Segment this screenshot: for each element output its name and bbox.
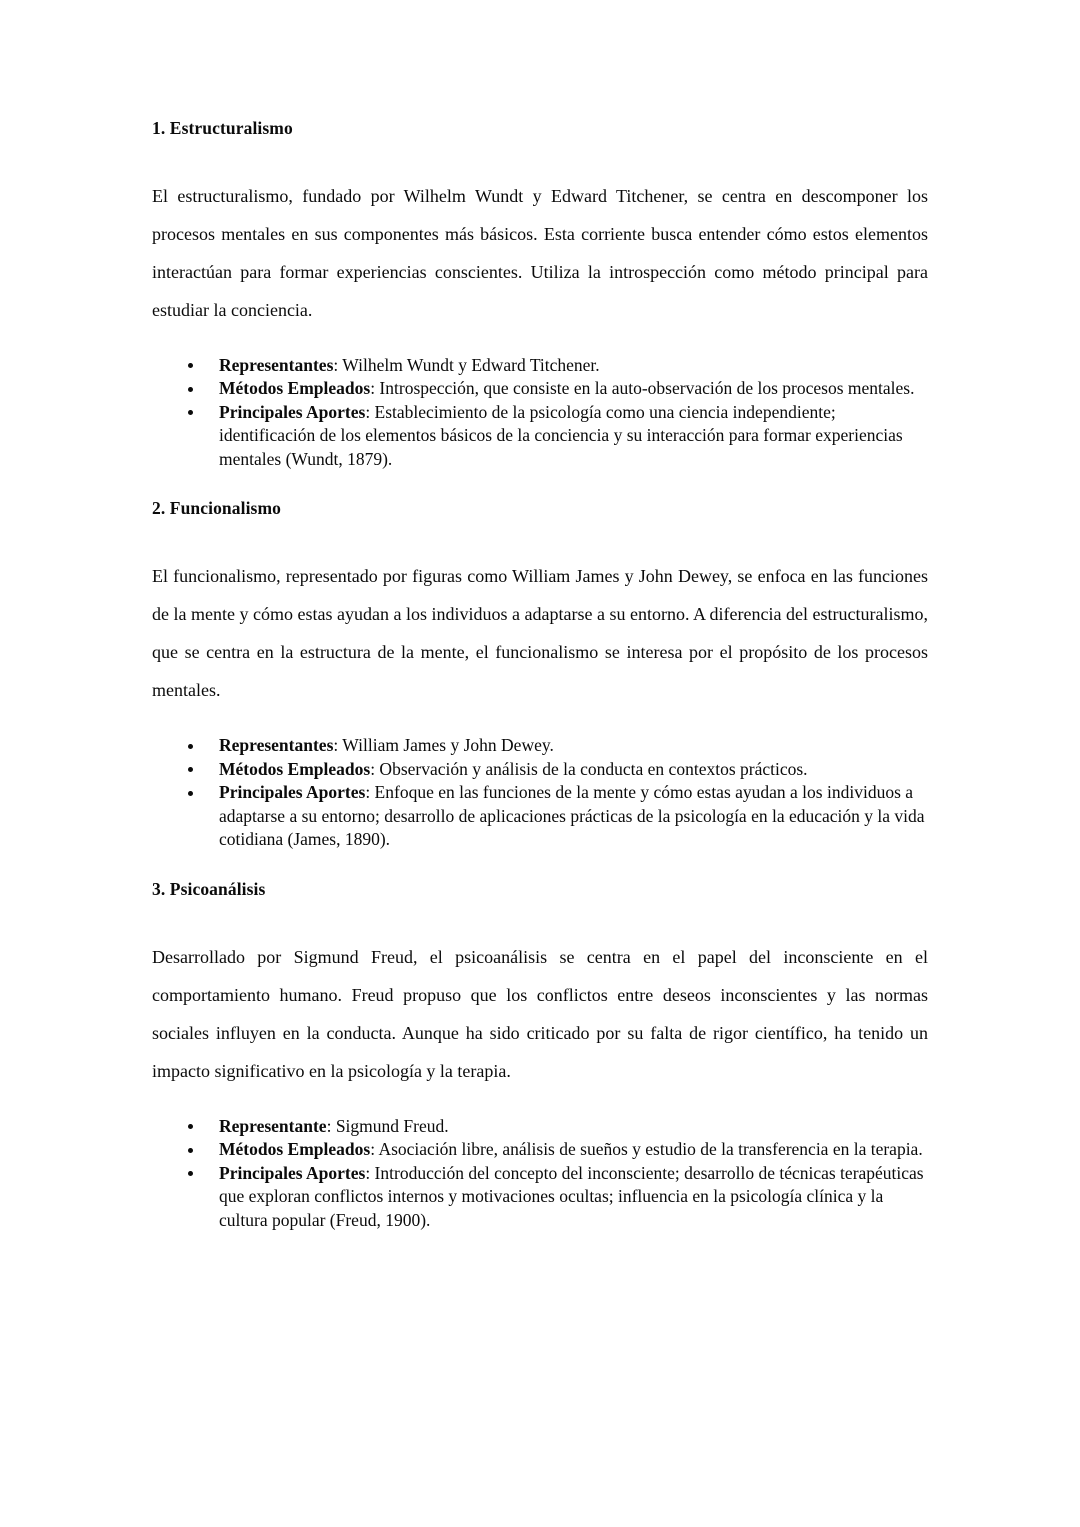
list-item-text: : Wilhelm Wundt y Edward Titchener.: [333, 354, 600, 375]
list-item-text: : Sigmund Freud.: [326, 1115, 449, 1136]
section-bullet-list-2: [152, 734, 928, 852]
list-item: [152, 1115, 928, 1139]
list-item-label: Métodos Empleados: [219, 1139, 371, 1160]
list-item-text: : Observación y análisis de la conducta en contextos prácticos.: [370, 758, 808, 779]
list-item: [152, 1138, 928, 1162]
list-item-text: : Introducción del concepto del inconsciente; desarrollo de técnicas terapéuticas que exploran conflictos internos y motivaciones ocultas; influencia en la psicología clínica y la cultura popular (Freud, 1900).: [219, 1162, 924, 1230]
list-item: [152, 401, 928, 472]
list-item-label: Principales Aportes: [219, 401, 366, 422]
section-heading-3: 3. Psicoanálisis: [152, 878, 266, 899]
section-paragraph-3: Desarrollado por Sigmund Freud, el psicoanálisis se centra en el papel del inconsciente en el comportamiento humano. Freud propuso que los conflictos entre deseos inconscientes y las normas sociales influyen en la conducta. Aunque ha sido criticado por su falta de rigor científico, ha tenido un impacto significativo en la psicología y la terapia.: [152, 946, 928, 1081]
spacer: [152, 901, 928, 938]
list-item: [152, 377, 928, 401]
list-item-label: Principales Aportes: [219, 1162, 366, 1183]
list-item-label: Representante: [219, 1115, 327, 1136]
list-item: [152, 1162, 928, 1233]
list-item-text: : William James y John Dewey.: [333, 735, 554, 756]
spacer: [152, 520, 928, 557]
section-bullet-list-3: [152, 1115, 928, 1233]
list-item-label: Representantes: [219, 354, 334, 375]
section-paragraph-2: El funcionalismo, representado por figuras como William James y John Dewey, se enfoca en las funciones de la mente y cómo estas ayudan a los individuos a adaptarse a su entorno. A diferencia del estructuralismo, que se centra en la estructura de la mente, el funcionalismo se interesa por el propósito de los procesos mentales.: [152, 566, 928, 701]
section-heading-2: 2. Funcionalismo: [152, 498, 281, 519]
list-item: [152, 758, 928, 782]
spacer: [152, 329, 928, 354]
list-item: [152, 354, 928, 378]
spacer: [152, 709, 928, 734]
spacer: [152, 852, 928, 879]
section-paragraph-1: El estructuralismo, fundado por Wilhelm Wundt y Edward Titchener, se centra en descomponer los procesos mentales en sus componentes más básicos. Esta corriente busca entender cómo estos elementos interactúan para formar experiencias conscientes. Utiliza la introspección como método principal para estudiar la conciencia.: [152, 185, 928, 320]
section-bullet-list-1: [152, 354, 928, 472]
list-item-label: Métodos Empleados: [219, 758, 371, 779]
spacer: [152, 140, 928, 177]
document-body: [152, 118, 928, 1232]
section-heading-1: 1. Estructuralismo: [152, 118, 293, 138]
list-item-text: : Introspección, que consiste en la auto-observación de los procesos mentales.: [370, 378, 915, 399]
list-item-text: : Enfoque en las funciones de la mente y cómo estas ayudan a los individuos a adaptarse a su entorno; desarrollo de aplicaciones prácticas de la psicología en la educación y la vida cotidiana (James, 1890).: [219, 782, 925, 850]
spacer: [152, 471, 928, 498]
list-item: [152, 734, 928, 758]
list-item-text: : Asociación libre, análisis de sueños y estudio de la transferencia en la terapia.: [370, 1139, 923, 1160]
list-item-label: Principales Aportes: [219, 782, 366, 803]
list-item-label: Métodos Empleados: [219, 378, 371, 399]
list-item-text: : Establecimiento de la psicología como una ciencia independiente; identificación de los elementos básicos de la conciencia y su interacción para formar experiencias mentales (Wundt, 1879).: [219, 401, 903, 469]
list-item-label: Representantes: [219, 735, 334, 756]
spacer: [152, 1090, 928, 1115]
list-item: [152, 781, 928, 852]
